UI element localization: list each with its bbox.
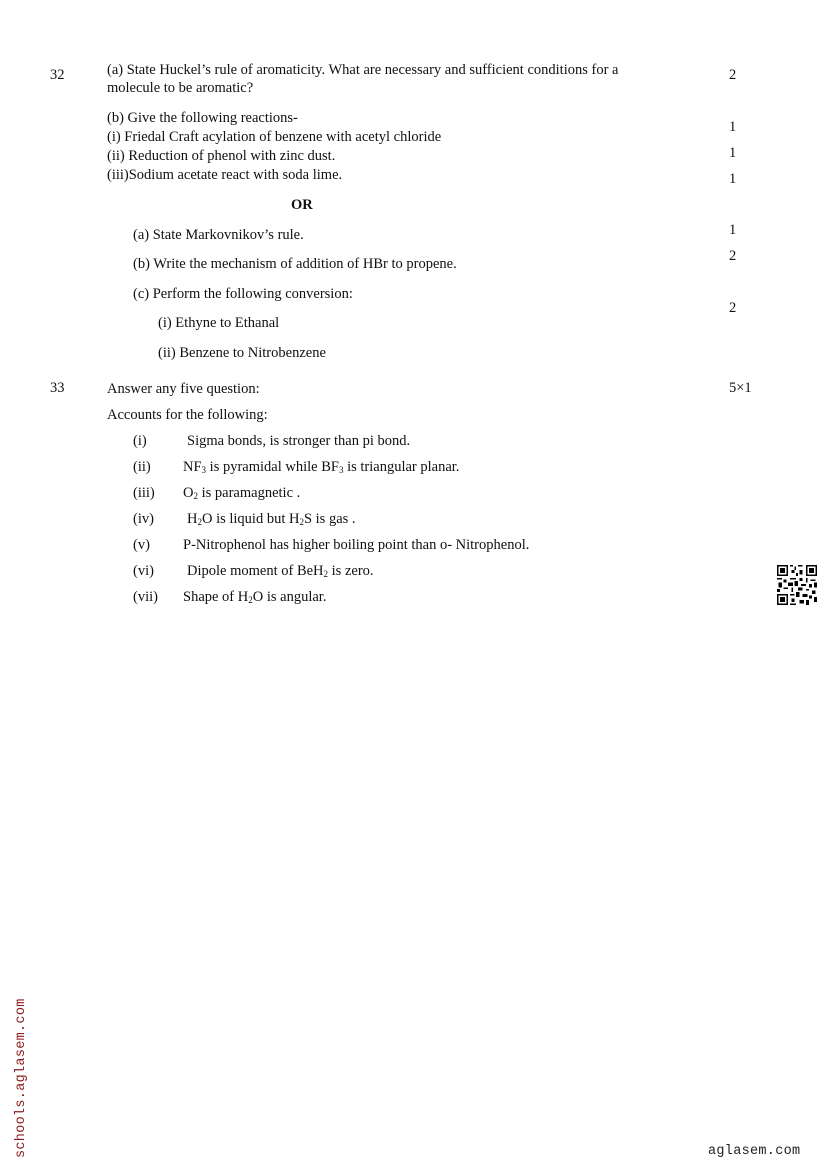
q32-part-b-item-3: (iii)Sodium acetate react with soda lime. (107, 167, 343, 183)
q32-alt-part-b-marks: 2 (729, 248, 737, 264)
q33-sub-intro: Accounts for the following: (107, 407, 268, 423)
q33-item-2-text: $NF_3$ is pyramidal while $BF_3$ is triangular planar. (183, 459, 460, 475)
q33-item-7-text: Shape of $H_2O$ is angular. (183, 589, 327, 605)
footer-watermark: aglasem.com (708, 1144, 801, 1159)
q32-alt-part-a-marks: 1 (729, 222, 737, 238)
q32-alt-part-c-marks: 2 (729, 300, 737, 316)
q32-alt-part-c-item-1: (i) Ethyne to Ethanal (158, 315, 280, 331)
q33-item-7-number: (vii) (133, 589, 158, 605)
q33-item-4-number: (iv) (133, 511, 154, 527)
q32-part-a-marks: 2 (729, 67, 737, 83)
q32-part-b-marks-2: 1 (729, 145, 737, 161)
q32-part-b-intro: (b) Give the following reactions- (107, 110, 298, 126)
q33-item-3-number: (iii) (133, 485, 155, 501)
side-watermark: schools.aglasem.com (14, 998, 29, 1158)
q33-item-5-number: (v) (133, 537, 150, 553)
q33-item-1-number: (i) (133, 433, 147, 449)
q32-alt-part-b: (b) Write the mechanism of addition of HBr to propene. (133, 256, 457, 272)
q32-alt-part-c: (c) Perform the following conversion: (133, 286, 353, 302)
q32-part-b-item-2: (ii) Reduction of phenol with zinc dust. (107, 148, 336, 164)
q33-item-5-text: P-Nitrophenol has higher boiling point than o- Nitrophenol. (183, 537, 530, 553)
question-number-33: 33 (50, 380, 65, 396)
q32-part-b-marks-1: 1 (729, 119, 737, 135)
q32-alt-part-a: (a) State Markovnikov’s rule. (133, 227, 304, 243)
question-number-32: 32 (50, 67, 65, 83)
q33-item-1-text: Sigma bonds, is stronger than pi bond. (187, 433, 411, 449)
q33-item-2-number: (ii) (133, 459, 151, 475)
q33-item-6-number: (vi) (133, 563, 154, 579)
qr-code-icon (777, 565, 817, 605)
q33-marks: 5×1 (729, 380, 752, 396)
q33-item-3-text: $O_2$ is paramagnetic . (183, 485, 301, 501)
or-divider: OR (291, 197, 313, 213)
q32-alt-part-c-item-2: (ii) Benzene to Nitrobenzene (158, 345, 326, 361)
q33-item-4-text: $H_2O$ is liquid but $H_2S$ is gas . (187, 511, 356, 527)
q32-part-a-text-cont: molecule to be aromatic? (107, 80, 254, 96)
q33-intro: Answer any five question: (107, 381, 260, 397)
q32-part-b-item-1: (i) Friedal Craft acylation of benzene with acetyl chloride (107, 129, 442, 145)
q33-item-6-text: Dipole moment of BeH$_2$ is zero. (187, 563, 374, 579)
q32-part-b-marks-3: 1 (729, 171, 737, 187)
q32-part-a-text: (a) State Huckel’s rule of aromaticity. What are necessary and sufficient conditions for a (107, 62, 619, 78)
